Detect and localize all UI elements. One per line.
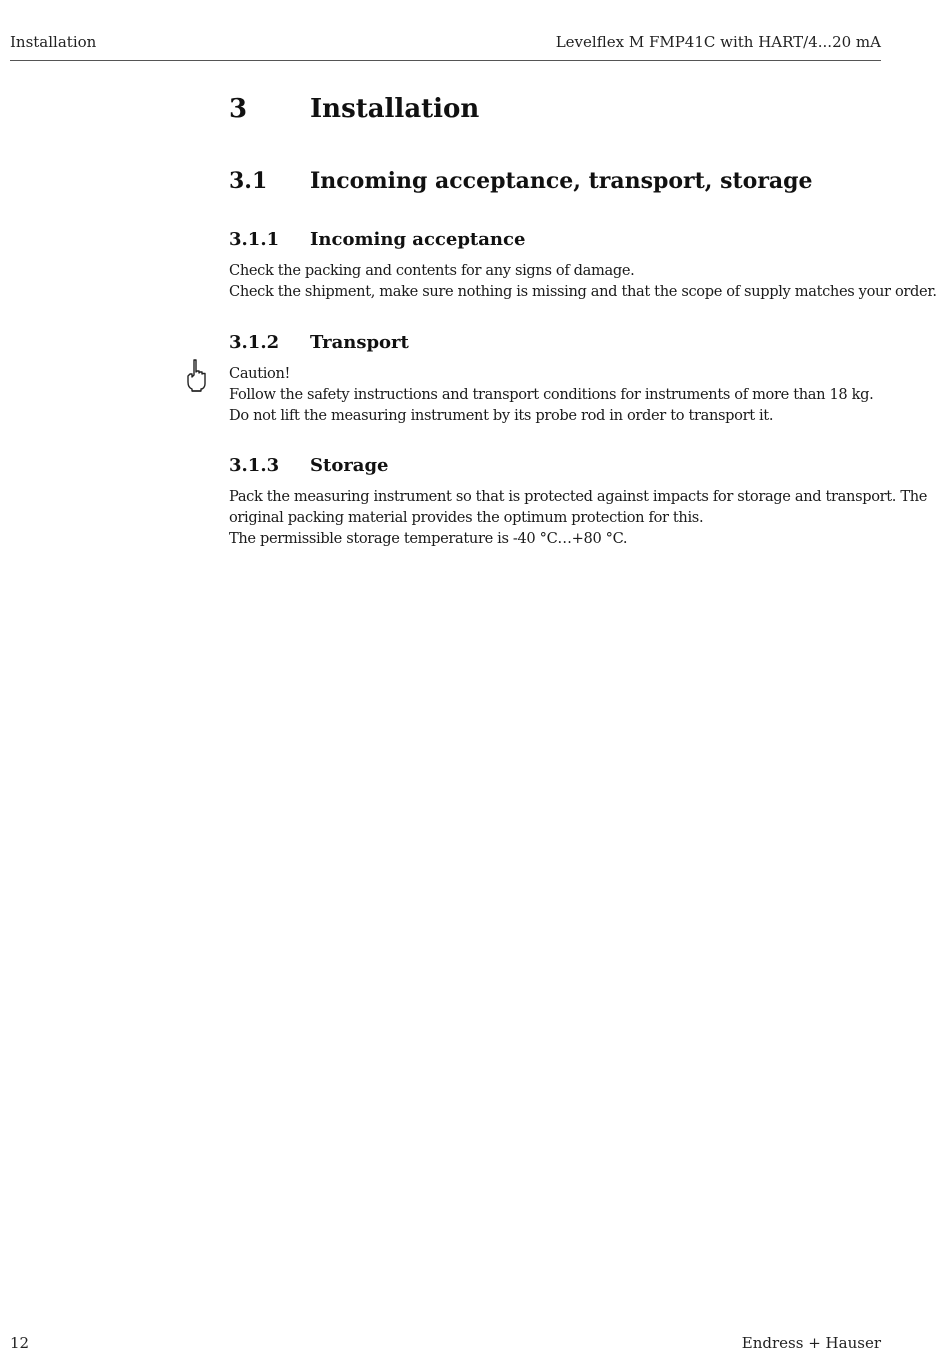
section-number: 3.1	[229, 168, 268, 194]
text-line: Follow the safety instructions and transport conditions for instruments of more than 18 kg.	[229, 385, 874, 403]
section-heading-3-1	[229, 168, 881, 198]
text-line: Check the packing and contents for any signs of damage.	[229, 262, 635, 279]
caution-label: Caution!	[229, 365, 291, 382]
subsection-number: 3.1.1	[229, 229, 280, 250]
subsection-title: Transport	[310, 332, 409, 353]
subsection-number: 3.1.2	[229, 332, 280, 353]
transport-caution-text	[229, 364, 889, 426]
subsection-title: Incoming acceptance	[310, 229, 526, 250]
text-line: Check the shipment, make sure nothing is missing and that the scope of supply matches your order.	[229, 282, 937, 300]
subsection-title: Storage	[310, 455, 389, 476]
storage-text	[229, 487, 928, 549]
text-line: Pack the measuring instrument so that is protected against impacts for storage and transport. The	[229, 488, 928, 505]
caution-hand-icon	[184, 358, 208, 394]
page-header	[10, 30, 881, 61]
header-product-name: Levelflex M FMP41C with HART/4...20 mA	[555, 33, 881, 51]
text-line: original packing material provides the optimum protection for this.	[229, 508, 704, 526]
text-line: The permissible storage temperature is -40 °C…+80 °C.	[229, 529, 628, 547]
subsection-number: 3.1.3	[229, 455, 280, 476]
header-section-name: Installation	[10, 33, 97, 51]
subsection-heading-3-1-2	[229, 332, 881, 358]
subsection-heading-3-1-3	[229, 455, 881, 481]
text-line: Do not lift the measuring instrument by its probe rod in order to transport it.	[229, 406, 774, 424]
subsection-heading-3-1-1	[229, 229, 881, 255]
chapter-heading	[229, 94, 881, 128]
chapter-title: Installation	[310, 94, 480, 124]
page-number: 12	[10, 1334, 30, 1352]
incoming-acceptance-text	[229, 261, 937, 303]
section-title: Incoming acceptance, transport, storage	[310, 168, 813, 194]
chapter-number: 3	[229, 94, 248, 124]
footer-brand: Endress + Hauser	[741, 1334, 881, 1352]
